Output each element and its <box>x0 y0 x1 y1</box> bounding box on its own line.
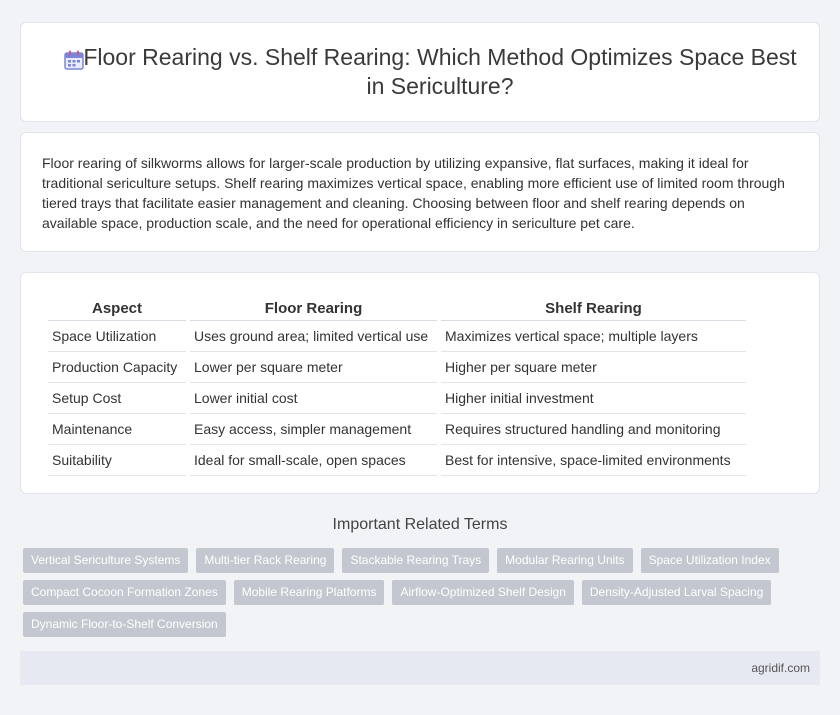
table-cell-shelf: Best for intensive, space-limited environments <box>441 445 746 476</box>
intro-paragraph: Floor rearing of silkworms allows for larger-scale production by utilizing expansive, flat surfaces, making it ideal for traditional sericulture setups. Shelf rearing maximizes vertical space, enabling more efficient use of limited room through tiered trays that facilitate easier management and cleaning. Choosing between floor and shelf rearing depends on available space, production scale, and the need for operational efficiency in sericulture pet care. <box>42 155 785 231</box>
footer-site-link[interactable]: agridif.com <box>751 661 810 675</box>
title-card <box>20 22 820 122</box>
table-cell-floor: Lower initial cost <box>190 383 437 414</box>
related-term-tag[interactable]: Vertical Sericulture Systems <box>23 548 188 573</box>
comparison-table <box>44 297 750 476</box>
table-cell-aspect: Production Capacity <box>48 352 186 383</box>
related-terms-heading: Important Related Terms <box>332 516 508 533</box>
table-row <box>48 321 746 352</box>
table-cell-shelf: Requires structured handling and monitoring <box>441 414 746 445</box>
related-term-tag[interactable]: Stackable Rearing Trays <box>342 548 489 573</box>
related-term-tag[interactable]: Dynamic Floor-to-Shelf Conversion <box>23 612 226 637</box>
table-cell-shelf: Higher per square meter <box>441 352 746 383</box>
comparison-card <box>20 272 820 494</box>
table-row <box>48 414 746 445</box>
intro-card <box>20 132 820 252</box>
table-cell-floor: Easy access, simpler management <box>190 414 437 445</box>
footer <box>20 651 820 685</box>
table-row <box>48 352 746 383</box>
column-header-floor-rearing: Floor Rearing <box>190 297 437 321</box>
page-title: Floor Rearing vs. Shelf Rearing: Which Method Optimizes Space Best in Sericulture? <box>83 44 797 99</box>
related-term-tag[interactable]: Space Utilization Index <box>641 548 779 573</box>
table-cell-floor: Uses ground area; limited vertical use <box>190 321 437 352</box>
table-cell-shelf: Higher initial investment <box>441 383 746 414</box>
related-term-tag[interactable]: Density-Adjusted Larval Spacing <box>582 580 771 605</box>
table-cell-floor: Lower per square meter <box>190 352 437 383</box>
related-terms-list <box>23 548 803 644</box>
table-header-row <box>48 297 746 321</box>
table-cell-aspect: Maintenance <box>48 414 186 445</box>
column-header-shelf-rearing: Shelf Rearing <box>441 297 746 321</box>
table-row <box>48 383 746 414</box>
table-row <box>48 445 746 476</box>
related-term-tag[interactable]: Multi-tier Rack Rearing <box>196 548 334 573</box>
column-header-aspect: Aspect <box>48 297 186 321</box>
related-term-tag[interactable]: Compact Cocoon Formation Zones <box>23 580 226 605</box>
table-cell-aspect: Suitability <box>48 445 186 476</box>
related-term-tag[interactable]: Airflow-Optimized Shelf Design <box>392 580 573 605</box>
table-cell-aspect: Space Utilization <box>48 321 186 352</box>
table-cell-aspect: Setup Cost <box>48 383 186 414</box>
related-term-tag[interactable]: Mobile Rearing Platforms <box>234 580 385 605</box>
table-cell-floor: Ideal for small-scale, open spaces <box>190 445 437 476</box>
table-cell-shelf: Maximizes vertical space; multiple layers <box>441 321 746 352</box>
related-term-tag[interactable]: Modular Rearing Units <box>497 548 632 573</box>
